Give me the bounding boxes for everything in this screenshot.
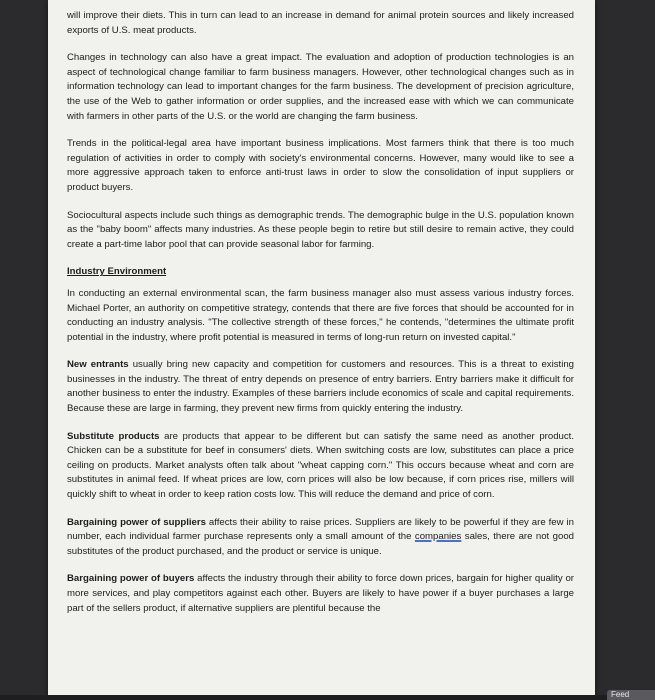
text-new-entrants: usually bring new capacity and competition for customers and resources. This is a threat to existing businesses in the industry. The threat of entry depends on presence of entry barriers. Entry barriers make it difficult for another business to enter the industry. Examples of these barriers include economics of scale and capital requirements. Because these are large in farming, they prevent new firms from quickly entering the industry. bbox=[67, 359, 574, 415]
paragraph-sociocultural: Sociocultural aspects include such things as demographic trends. The demographic bulge in the U.S. population known as the "baby boom" affects many industries. As these people begin to retire but still desire to remain active, they could create a part-time labor pool that can provide seasonal labor for farming. bbox=[67, 209, 574, 250]
paragraph-buyer-power bbox=[67, 572, 574, 616]
text-substitute-products: are products that appear to be different but can satisfy the same need as another product. Chicken can be a substitute for beef in consumers' diets. When switching costs are low, substitutes can place a price ceiling on products. Market analysts often talk about "wheat capping corn." This occurs because wheat and corn are substitutes in animal feed. If wheat prices are low, corn prices will also be low because, if corn prices rise, millers will quickly shift to wheat in order to keep ration costs low. This will reduce the demand and price of corn. bbox=[67, 430, 574, 501]
paragraph-technology: Changes in technology can also have a great impact. The evaluation and adoption of production technologies is an aspect of technological change familiar to farm business managers. However, other technological changes such as in information technology can lead to important changes for the farm business. The development of precision agriculture, the use of the Web to gather information or order supplies, and the increased ease with which we can communicate with farmers in other parts of the U.S. or the world are changing the farm business. bbox=[67, 52, 574, 122]
paragraph-new-entrants bbox=[67, 358, 574, 416]
section-heading-industry-environment: Industry Environment bbox=[67, 266, 167, 278]
paragraph-substitute-products bbox=[67, 430, 574, 503]
term-new-entrants: New entrants bbox=[67, 359, 129, 371]
paragraph-supplier-power bbox=[67, 516, 574, 560]
document-body bbox=[67, 9, 574, 629]
paragraph-diet: will improve their diets. This in turn can lead to an increase in demand for animal protein sources and likely increased exports of U.S. meat products. bbox=[67, 10, 574, 36]
text-supplier-power-a: affects their ability to raise prices. Suppliers are likely to be powerful if they are few in number, each individual farmer purchase represents only a small amount of the bbox=[67, 516, 574, 543]
bottom-bar bbox=[0, 695, 655, 700]
text-supplier-power-b: sales, there are not good substitutes of the product purchased, and the product or service is unique. bbox=[67, 531, 574, 557]
paragraph-political-legal: Trends in the political-legal area have important business implications. Most farmers think that there is too much regulation of activities in order to comply with society's environmental concerns. However, many would like to see a more aggressive approach taken to enforce anti-trust laws in order to slow the consolidation of input suppliers or product buyers. bbox=[67, 138, 574, 193]
feed-button[interactable]: Feed bbox=[607, 690, 655, 700]
term-supplier-power: Bargaining power of suppliers bbox=[67, 516, 206, 528]
term-substitute-products: Substitute products bbox=[67, 430, 160, 442]
text-buyer-power: affects the industry through their ability to force down prices, bargain for higher quality or more services, and play competitors against each other. Buyers are likely to have power if a buyer purchases a large part of the sellers product, if alternative suppliers are plentiful because the bbox=[67, 573, 574, 614]
companies-link[interactable]: companies bbox=[414, 531, 462, 543]
term-buyer-power: Bargaining power of buyers bbox=[67, 573, 195, 585]
document-page bbox=[48, 0, 595, 700]
paragraph-industry-forces: In conducting an external environmental scan, the farm business manager also must assess various industry forces. Michael Porter, an authority on competitive strategy, contends that there are five forces that should be accounted for in conducting an industry analysis. "The collective strength of these forces," he contends, "determines the ultimate profit potential in the industry, where profit potential is measured in terms of long-run return on invested capital." bbox=[67, 287, 574, 343]
